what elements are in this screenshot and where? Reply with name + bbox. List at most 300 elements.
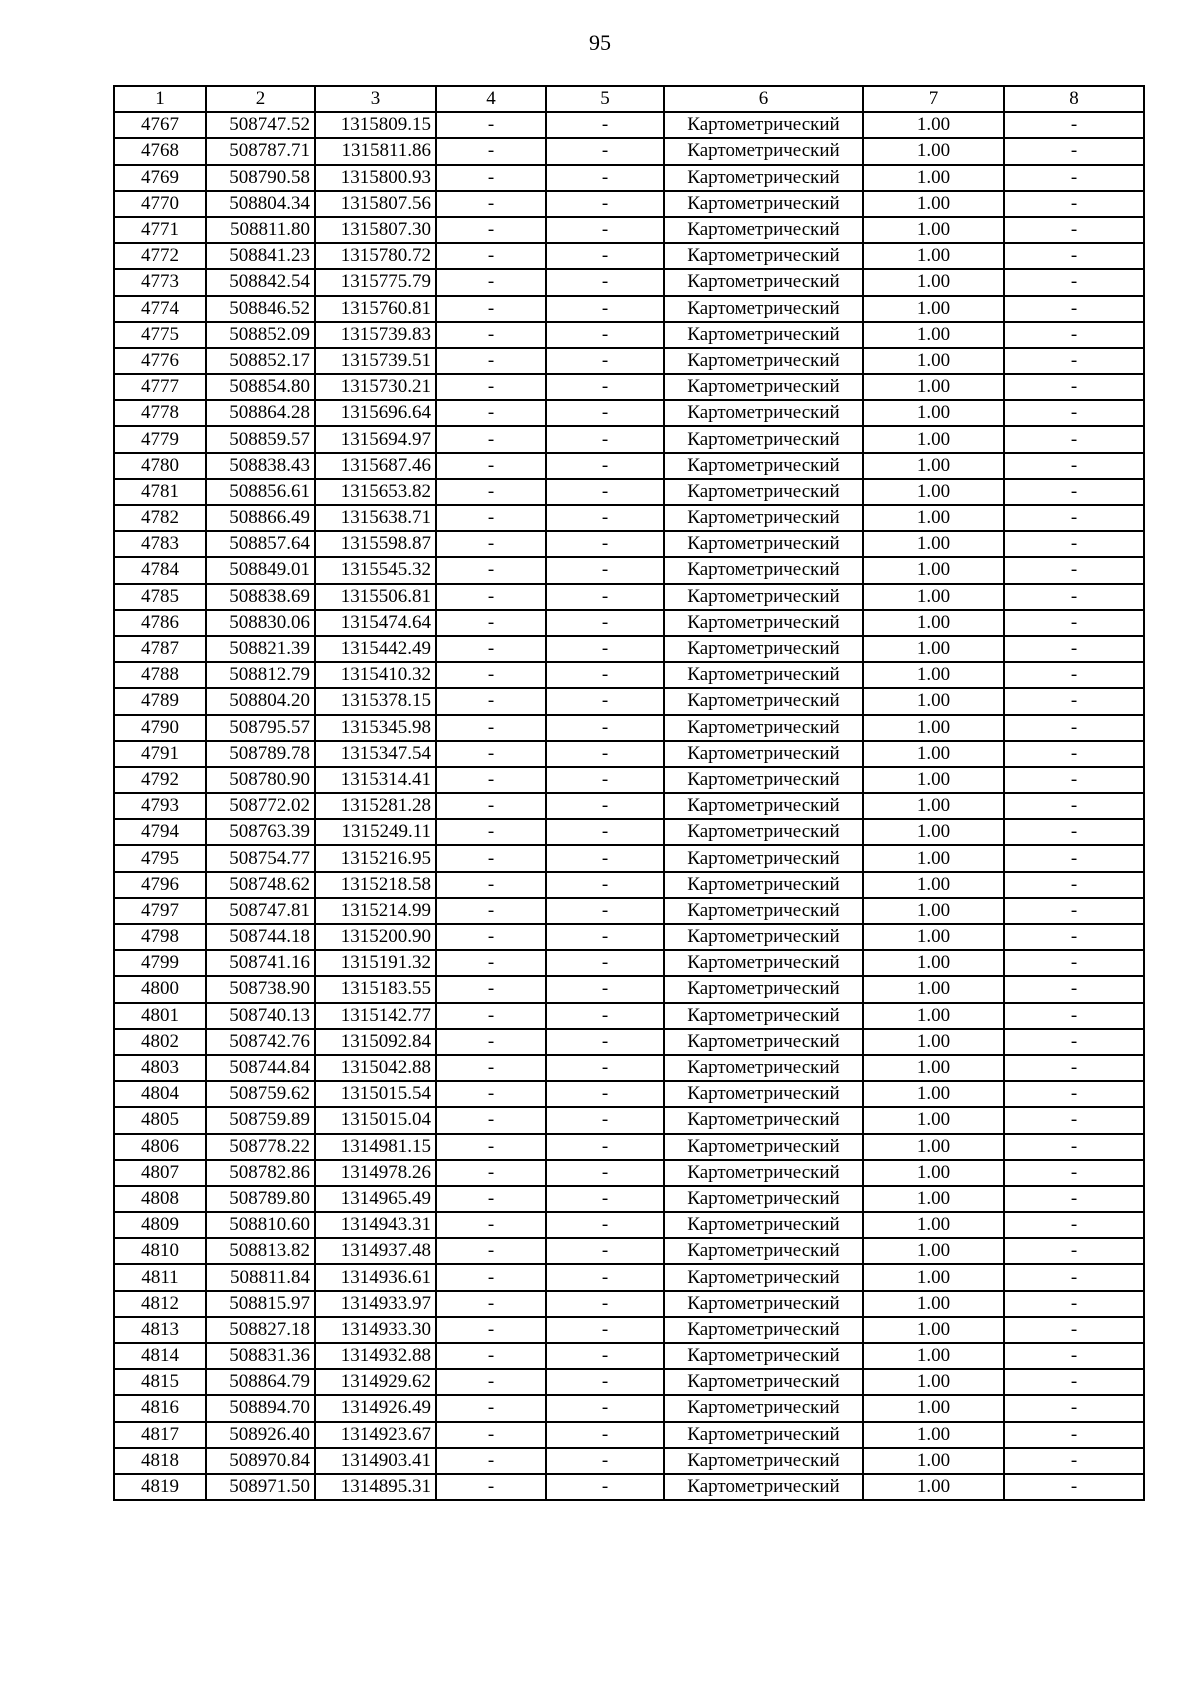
accuracy-cell: 1.00 — [863, 1134, 1004, 1160]
accuracy-cell: 1.00 — [863, 322, 1004, 348]
column-8-cell: - — [1004, 1160, 1144, 1186]
table-row — [114, 1317, 1144, 1343]
column-5-cell: - — [546, 1029, 664, 1055]
column-8-cell: - — [1004, 348, 1144, 374]
column-8-cell: - — [1004, 662, 1144, 688]
accuracy-cell: 1.00 — [863, 1448, 1004, 1474]
table-row — [114, 1107, 1144, 1133]
x-coordinate-cell: 508744.84 — [206, 1055, 315, 1081]
accuracy-cell: 1.00 — [863, 479, 1004, 505]
x-coordinate-cell: 508742.76 — [206, 1029, 315, 1055]
y-coordinate-cell: 1314965.49 — [315, 1186, 436, 1212]
method-cell: Картометрический — [664, 1029, 863, 1055]
method-cell: Картометрический — [664, 191, 863, 217]
column-5-cell: - — [546, 243, 664, 269]
column-header-6: 6 — [664, 86, 863, 112]
point-number-cell: 4787 — [114, 636, 206, 662]
column-4-cell: - — [436, 1134, 546, 1160]
y-coordinate-cell: 1315696.64 — [315, 400, 436, 426]
accuracy-cell: 1.00 — [863, 1369, 1004, 1395]
column-5-cell: - — [546, 610, 664, 636]
coordinates-table — [113, 85, 1145, 1501]
x-coordinate-cell: 508780.90 — [206, 767, 315, 793]
table-row — [114, 296, 1144, 322]
point-number-cell: 4767 — [114, 112, 206, 138]
x-coordinate-cell: 508759.89 — [206, 1107, 315, 1133]
column-5-cell: - — [546, 1186, 664, 1212]
column-8-cell: - — [1004, 112, 1144, 138]
x-coordinate-cell: 508754.77 — [206, 845, 315, 871]
column-8-cell: - — [1004, 531, 1144, 557]
accuracy-cell: 1.00 — [863, 269, 1004, 295]
column-5-cell: - — [546, 1134, 664, 1160]
y-coordinate-cell: 1315807.56 — [315, 191, 436, 217]
point-number-cell: 4774 — [114, 296, 206, 322]
x-coordinate-cell: 508789.80 — [206, 1186, 315, 1212]
y-coordinate-cell: 1314933.30 — [315, 1317, 436, 1343]
x-coordinate-cell: 508759.62 — [206, 1081, 315, 1107]
y-coordinate-cell: 1315183.55 — [315, 976, 436, 1002]
x-coordinate-cell: 508763.39 — [206, 819, 315, 845]
column-4-cell: - — [436, 269, 546, 295]
column-4-cell: - — [436, 1474, 546, 1500]
column-5-cell: - — [546, 819, 664, 845]
column-header-5: 5 — [546, 86, 664, 112]
point-number-cell: 4814 — [114, 1343, 206, 1369]
x-coordinate-cell: 508741.16 — [206, 950, 315, 976]
column-5-cell: - — [546, 348, 664, 374]
column-5-cell: - — [546, 374, 664, 400]
table-row — [114, 1238, 1144, 1264]
table-row — [114, 584, 1144, 610]
table-row — [114, 1003, 1144, 1029]
x-coordinate-cell: 508772.02 — [206, 793, 315, 819]
column-8-cell: - — [1004, 767, 1144, 793]
accuracy-cell: 1.00 — [863, 1343, 1004, 1369]
column-8-cell: - — [1004, 1264, 1144, 1290]
column-5-cell: - — [546, 1422, 664, 1448]
y-coordinate-cell: 1315410.32 — [315, 662, 436, 688]
point-number-cell: 4788 — [114, 662, 206, 688]
point-number-cell: 4772 — [114, 243, 206, 269]
method-cell: Картометрический — [664, 1422, 863, 1448]
accuracy-cell: 1.00 — [863, 584, 1004, 610]
x-coordinate-cell: 508846.52 — [206, 296, 315, 322]
column-8-cell: - — [1004, 426, 1144, 452]
column-5-cell: - — [546, 1055, 664, 1081]
table-row — [114, 1291, 1144, 1317]
column-5-cell: - — [546, 950, 664, 976]
table-row — [114, 819, 1144, 845]
column-4-cell: - — [436, 662, 546, 688]
accuracy-cell: 1.00 — [863, 505, 1004, 531]
x-coordinate-cell: 508827.18 — [206, 1317, 315, 1343]
column-5-cell: - — [546, 1081, 664, 1107]
x-coordinate-cell: 508859.57 — [206, 426, 315, 452]
table-row — [114, 191, 1144, 217]
table-row — [114, 950, 1144, 976]
column-4-cell: - — [436, 1395, 546, 1421]
column-4-cell: - — [436, 426, 546, 452]
column-5-cell: - — [546, 636, 664, 662]
y-coordinate-cell: 1315474.64 — [315, 610, 436, 636]
table-row — [114, 426, 1144, 452]
accuracy-cell: 1.00 — [863, 112, 1004, 138]
x-coordinate-cell: 508812.79 — [206, 662, 315, 688]
column-4-cell: - — [436, 348, 546, 374]
column-header-1: 1 — [114, 86, 206, 112]
x-coordinate-cell: 508790.58 — [206, 165, 315, 191]
column-4-cell: - — [436, 1238, 546, 1264]
accuracy-cell: 1.00 — [863, 1422, 1004, 1448]
accuracy-cell: 1.00 — [863, 348, 1004, 374]
column-8-cell: - — [1004, 322, 1144, 348]
column-8-cell: - — [1004, 557, 1144, 583]
column-8-cell: - — [1004, 845, 1144, 871]
point-number-cell: 4797 — [114, 898, 206, 924]
accuracy-cell: 1.00 — [863, 1003, 1004, 1029]
column-5-cell: - — [546, 845, 664, 871]
y-coordinate-cell: 1315216.95 — [315, 845, 436, 871]
table-row — [114, 610, 1144, 636]
table-row — [114, 1448, 1144, 1474]
table-row — [114, 715, 1144, 741]
column-4-cell: - — [436, 1003, 546, 1029]
accuracy-cell: 1.00 — [863, 924, 1004, 950]
accuracy-cell: 1.00 — [863, 767, 1004, 793]
method-cell: Картометрический — [664, 217, 863, 243]
table-header-row — [114, 86, 1144, 112]
x-coordinate-cell: 508864.79 — [206, 1369, 315, 1395]
accuracy-cell: 1.00 — [863, 374, 1004, 400]
x-coordinate-cell: 508894.70 — [206, 1395, 315, 1421]
method-cell: Картометрический — [664, 636, 863, 662]
table-row — [114, 924, 1144, 950]
column-5-cell: - — [546, 531, 664, 557]
accuracy-cell: 1.00 — [863, 872, 1004, 898]
column-5-cell: - — [546, 1317, 664, 1343]
method-cell: Картометрический — [664, 1474, 863, 1500]
y-coordinate-cell: 1315811.86 — [315, 138, 436, 164]
accuracy-cell: 1.00 — [863, 1238, 1004, 1264]
table-row — [114, 479, 1144, 505]
x-coordinate-cell: 508740.13 — [206, 1003, 315, 1029]
column-4-cell: - — [436, 191, 546, 217]
table-row — [114, 322, 1144, 348]
method-cell: Картометрический — [664, 374, 863, 400]
point-number-cell: 4786 — [114, 610, 206, 636]
column-4-cell: - — [436, 479, 546, 505]
column-8-cell: - — [1004, 479, 1144, 505]
column-5-cell: - — [546, 1238, 664, 1264]
x-coordinate-cell: 508789.78 — [206, 741, 315, 767]
point-number-cell: 4793 — [114, 793, 206, 819]
x-coordinate-cell: 508748.62 — [206, 872, 315, 898]
column-4-cell: - — [436, 610, 546, 636]
point-number-cell: 4790 — [114, 715, 206, 741]
y-coordinate-cell: 1315218.58 — [315, 872, 436, 898]
column-5-cell: - — [546, 1264, 664, 1290]
table-row — [114, 1186, 1144, 1212]
column-5-cell: - — [546, 557, 664, 583]
column-4-cell: - — [436, 400, 546, 426]
column-5-cell: - — [546, 715, 664, 741]
y-coordinate-cell: 1314978.26 — [315, 1160, 436, 1186]
column-8-cell: - — [1004, 1317, 1144, 1343]
method-cell: Картометрический — [664, 976, 863, 1002]
method-cell: Картометрический — [664, 269, 863, 295]
x-coordinate-cell: 508747.81 — [206, 898, 315, 924]
column-8-cell: - — [1004, 1291, 1144, 1317]
column-4-cell: - — [436, 898, 546, 924]
column-4-cell: - — [436, 557, 546, 583]
accuracy-cell: 1.00 — [863, 1212, 1004, 1238]
point-number-cell: 4791 — [114, 741, 206, 767]
column-8-cell: - — [1004, 1369, 1144, 1395]
column-5-cell: - — [546, 688, 664, 714]
x-coordinate-cell: 508838.69 — [206, 584, 315, 610]
x-coordinate-cell: 508841.23 — [206, 243, 315, 269]
method-cell: Картометрический — [664, 138, 863, 164]
table-row — [114, 374, 1144, 400]
accuracy-cell: 1.00 — [863, 191, 1004, 217]
method-cell: Картометрический — [664, 296, 863, 322]
column-5-cell: - — [546, 976, 664, 1002]
method-cell: Картометрический — [664, 557, 863, 583]
x-coordinate-cell: 508864.28 — [206, 400, 315, 426]
x-coordinate-cell: 508830.06 — [206, 610, 315, 636]
y-coordinate-cell: 1315638.71 — [315, 505, 436, 531]
accuracy-cell: 1.00 — [863, 453, 1004, 479]
y-coordinate-cell: 1315807.30 — [315, 217, 436, 243]
table-row — [114, 400, 1144, 426]
column-4-cell: - — [436, 1317, 546, 1343]
point-number-cell: 4776 — [114, 348, 206, 374]
point-number-cell: 4770 — [114, 191, 206, 217]
accuracy-cell: 1.00 — [863, 1291, 1004, 1317]
y-coordinate-cell: 1315042.88 — [315, 1055, 436, 1081]
x-coordinate-cell: 508849.01 — [206, 557, 315, 583]
point-number-cell: 4803 — [114, 1055, 206, 1081]
method-cell: Картометрический — [664, 584, 863, 610]
column-5-cell: - — [546, 217, 664, 243]
y-coordinate-cell: 1315200.90 — [315, 924, 436, 950]
method-cell: Картометрический — [664, 531, 863, 557]
column-8-cell: - — [1004, 976, 1144, 1002]
y-coordinate-cell: 1315191.32 — [315, 950, 436, 976]
y-coordinate-cell: 1315739.83 — [315, 322, 436, 348]
column-4-cell: - — [436, 165, 546, 191]
y-coordinate-cell: 1315314.41 — [315, 767, 436, 793]
y-coordinate-cell: 1315506.81 — [315, 584, 436, 610]
method-cell: Картометрический — [664, 112, 863, 138]
column-8-cell: - — [1004, 1212, 1144, 1238]
column-8-cell: - — [1004, 1186, 1144, 1212]
column-8-cell: - — [1004, 138, 1144, 164]
x-coordinate-cell: 508926.40 — [206, 1422, 315, 1448]
method-cell: Картометрический — [664, 322, 863, 348]
column-8-cell: - — [1004, 1107, 1144, 1133]
y-coordinate-cell: 1314943.31 — [315, 1212, 436, 1238]
column-4-cell: - — [436, 976, 546, 1002]
column-8-cell: - — [1004, 1081, 1144, 1107]
x-coordinate-cell: 508813.82 — [206, 1238, 315, 1264]
point-number-cell: 4769 — [114, 165, 206, 191]
y-coordinate-cell: 1314923.67 — [315, 1422, 436, 1448]
method-cell: Картометрический — [664, 688, 863, 714]
method-cell: Картометрический — [664, 1134, 863, 1160]
accuracy-cell: 1.00 — [863, 1107, 1004, 1133]
method-cell: Картометрический — [664, 400, 863, 426]
y-coordinate-cell: 1315378.15 — [315, 688, 436, 714]
column-4-cell: - — [436, 217, 546, 243]
point-number-cell: 4785 — [114, 584, 206, 610]
column-5-cell: - — [546, 1003, 664, 1029]
y-coordinate-cell: 1315687.46 — [315, 453, 436, 479]
point-number-cell: 4781 — [114, 479, 206, 505]
column-8-cell: - — [1004, 924, 1144, 950]
table-row — [114, 112, 1144, 138]
y-coordinate-cell: 1315694.97 — [315, 426, 436, 452]
column-5-cell: - — [546, 479, 664, 505]
table-row — [114, 872, 1144, 898]
column-8-cell: - — [1004, 374, 1144, 400]
column-8-cell: - — [1004, 1055, 1144, 1081]
y-coordinate-cell: 1315015.54 — [315, 1081, 436, 1107]
column-4-cell: - — [436, 950, 546, 976]
x-coordinate-cell: 508782.86 — [206, 1160, 315, 1186]
x-coordinate-cell: 508804.20 — [206, 688, 315, 714]
point-number-cell: 4807 — [114, 1160, 206, 1186]
point-number-cell: 4808 — [114, 1186, 206, 1212]
y-coordinate-cell: 1315281.28 — [315, 793, 436, 819]
page-number: 95 — [589, 30, 611, 55]
y-coordinate-cell: 1314937.48 — [315, 1238, 436, 1264]
point-number-cell: 4810 — [114, 1238, 206, 1264]
column-8-cell: - — [1004, 1029, 1144, 1055]
table-row — [114, 845, 1144, 871]
method-cell: Картометрический — [664, 505, 863, 531]
column-8-cell: - — [1004, 793, 1144, 819]
table-row — [114, 636, 1144, 662]
column-8-cell: - — [1004, 688, 1144, 714]
x-coordinate-cell: 508787.71 — [206, 138, 315, 164]
x-coordinate-cell: 508815.97 — [206, 1291, 315, 1317]
column-8-cell: - — [1004, 741, 1144, 767]
method-cell: Картометрический — [664, 1003, 863, 1029]
accuracy-cell: 1.00 — [863, 1317, 1004, 1343]
column-4-cell: - — [436, 1081, 546, 1107]
x-coordinate-cell: 508810.60 — [206, 1212, 315, 1238]
method-cell: Картометрический — [664, 872, 863, 898]
column-5-cell: - — [546, 138, 664, 164]
column-header-7: 7 — [863, 86, 1004, 112]
y-coordinate-cell: 1315730.21 — [315, 374, 436, 400]
column-5-cell: - — [546, 426, 664, 452]
column-8-cell: - — [1004, 400, 1144, 426]
column-5-cell: - — [546, 1395, 664, 1421]
x-coordinate-cell: 508842.54 — [206, 269, 315, 295]
y-coordinate-cell: 1315598.87 — [315, 531, 436, 557]
x-coordinate-cell: 508971.50 — [206, 1474, 315, 1500]
y-coordinate-cell: 1314981.15 — [315, 1134, 436, 1160]
y-coordinate-cell: 1315092.84 — [315, 1029, 436, 1055]
y-coordinate-cell: 1315775.79 — [315, 269, 436, 295]
y-coordinate-cell: 1315442.49 — [315, 636, 436, 662]
method-cell: Картометрический — [664, 165, 863, 191]
table-row — [114, 688, 1144, 714]
x-coordinate-cell: 508857.64 — [206, 531, 315, 557]
column-4-cell: - — [436, 1212, 546, 1238]
column-4-cell: - — [436, 1186, 546, 1212]
column-8-cell: - — [1004, 1134, 1144, 1160]
column-5-cell: - — [546, 1107, 664, 1133]
table-row — [114, 217, 1144, 243]
accuracy-cell: 1.00 — [863, 531, 1004, 557]
column-8-cell: - — [1004, 217, 1144, 243]
method-cell: Картометрический — [664, 767, 863, 793]
x-coordinate-cell: 508738.90 — [206, 976, 315, 1002]
accuracy-cell: 1.00 — [863, 426, 1004, 452]
point-number-cell: 4784 — [114, 557, 206, 583]
column-8-cell: - — [1004, 165, 1144, 191]
column-5-cell: - — [546, 400, 664, 426]
column-4-cell: - — [436, 872, 546, 898]
point-number-cell: 4804 — [114, 1081, 206, 1107]
y-coordinate-cell: 1314929.62 — [315, 1369, 436, 1395]
column-header-8: 8 — [1004, 86, 1144, 112]
method-cell: Картометрический — [664, 348, 863, 374]
method-cell: Картометрический — [664, 1055, 863, 1081]
accuracy-cell: 1.00 — [863, 165, 1004, 191]
table-row — [114, 505, 1144, 531]
table-row — [114, 531, 1144, 557]
column-4-cell: - — [436, 1029, 546, 1055]
accuracy-cell: 1.00 — [863, 715, 1004, 741]
column-header-2: 2 — [206, 86, 315, 112]
column-8-cell: - — [1004, 610, 1144, 636]
point-number-cell: 4802 — [114, 1029, 206, 1055]
column-4-cell: - — [436, 1055, 546, 1081]
table-row — [114, 1134, 1144, 1160]
column-4-cell: - — [436, 1422, 546, 1448]
point-number-cell: 4794 — [114, 819, 206, 845]
point-number-cell: 4815 — [114, 1369, 206, 1395]
method-cell: Картометрический — [664, 924, 863, 950]
column-8-cell: - — [1004, 1422, 1144, 1448]
point-number-cell: 4780 — [114, 453, 206, 479]
table-row — [114, 767, 1144, 793]
x-coordinate-cell: 508744.18 — [206, 924, 315, 950]
x-coordinate-cell: 508856.61 — [206, 479, 315, 505]
method-cell: Картометрический — [664, 1186, 863, 1212]
y-coordinate-cell: 1315345.98 — [315, 715, 436, 741]
table-row — [114, 741, 1144, 767]
point-number-cell: 4813 — [114, 1317, 206, 1343]
x-coordinate-cell: 508970.84 — [206, 1448, 315, 1474]
column-5-cell: - — [546, 1474, 664, 1500]
table-row — [114, 453, 1144, 479]
point-number-cell: 4779 — [114, 426, 206, 452]
table-row — [114, 243, 1144, 269]
point-number-cell: 4811 — [114, 1264, 206, 1290]
column-4-cell: - — [436, 1448, 546, 1474]
point-number-cell: 4796 — [114, 872, 206, 898]
column-5-cell: - — [546, 872, 664, 898]
x-coordinate-cell: 508854.80 — [206, 374, 315, 400]
column-5-cell: - — [546, 1160, 664, 1186]
point-number-cell: 4805 — [114, 1107, 206, 1133]
